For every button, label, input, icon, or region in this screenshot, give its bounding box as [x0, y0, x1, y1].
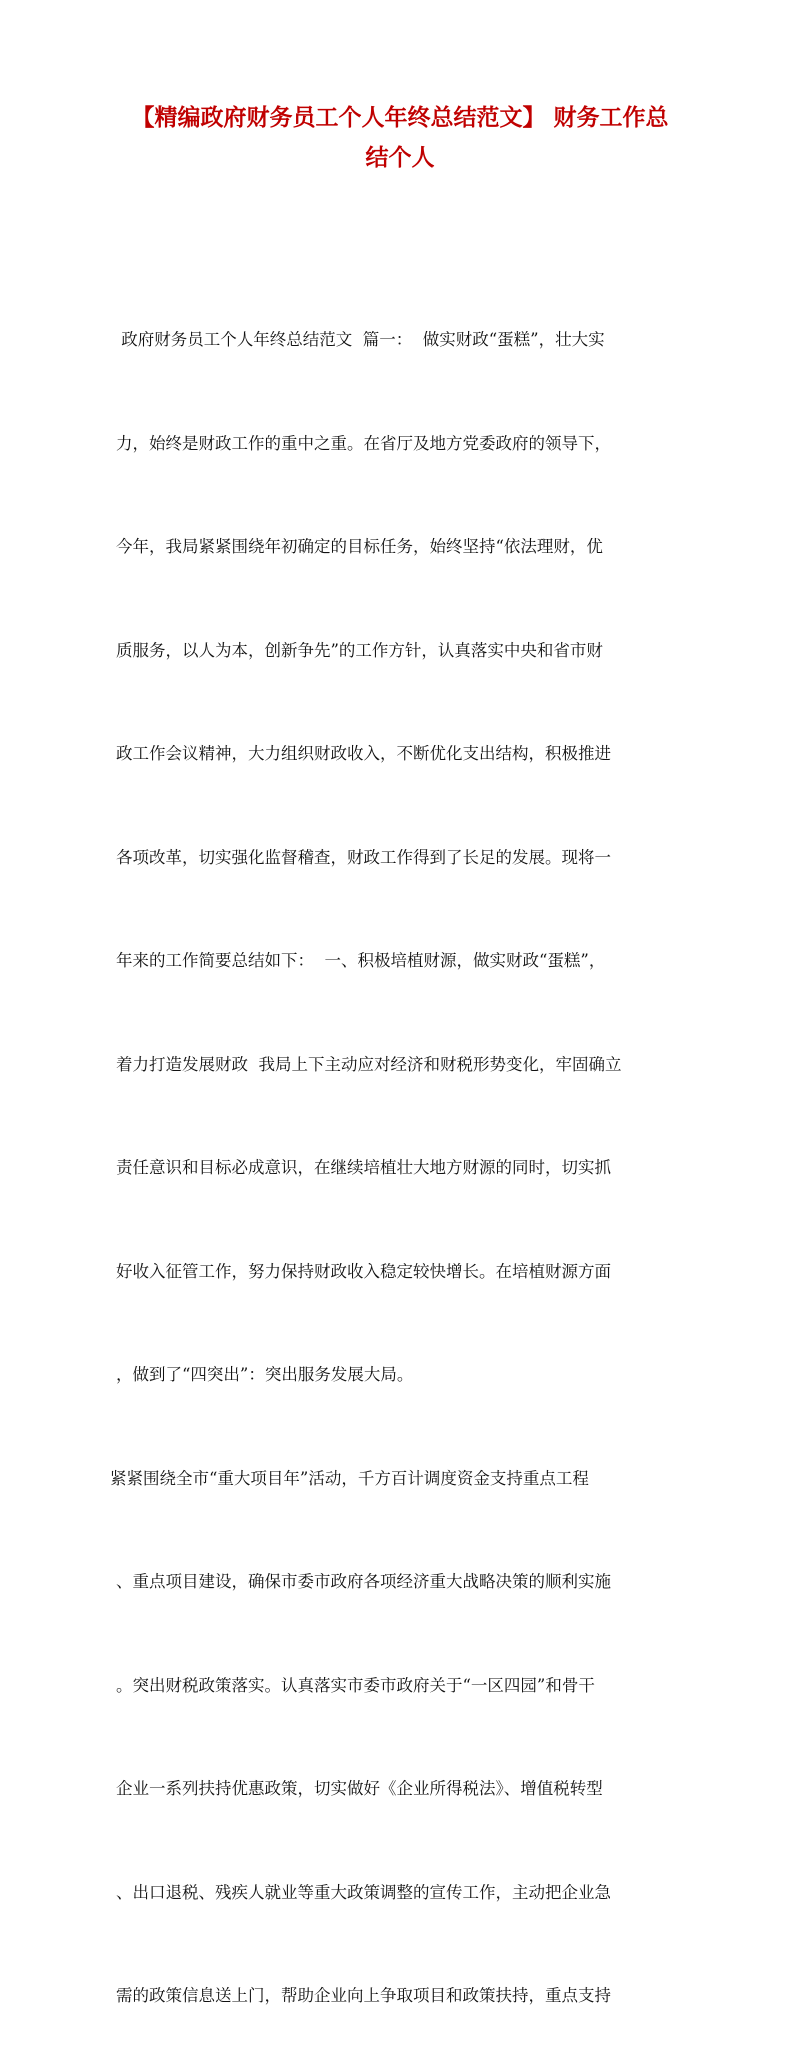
body-line-7: 年来的工作简要总结如下： 一、积极培植财源，做实财政“蛋糕”， [116, 951, 606, 970]
document-body [110, 254, 696, 2070]
body-line-4: 质服务，以人为本，创新争先”的工作方针，认真落实中央和省市财 [116, 640, 603, 660]
body-line-3: 今年，我局紧紧围绕年初确定的目标任务，始终坚持“依法理财，优 [116, 537, 603, 556]
body-line-8: 着力打造发展财政 我局上下主动应对经济和财税形势变化，牢固确立 [116, 1054, 622, 1074]
body-line-12: 紧紧围绕全市“重大项目年”活动，千方百计调度资金支持重点工程 [110, 1468, 589, 1488]
title-line-2: 结个人 [365, 144, 435, 171]
body-line-13: 、重点项目建设，确保市委市政府各项经济重大战略决策的顺利实施 [116, 1572, 611, 1591]
body-line-10: 好收入征管工作，努力保持财政收入稳定较快增长。在培植财源方面 [116, 1261, 611, 1281]
body-line-1: 政府财务员工个人年终总结范文 篇一： 做实财政“蛋糕”，壮大实 [116, 330, 605, 349]
body-line-16: 、出口退税、残疾人就业等重大政策调整的宣传工作，主动把企业急 [116, 1882, 611, 1902]
body-line-17: 需的政策信息送上门，帮助企业向上争取项目和政策扶持，重点支持 [116, 1986, 611, 2005]
body-line-15: 企业一系列扶持优惠政策，切实做好《企业所得税法》、增值税转型 [116, 1779, 603, 1798]
body-line-6: 各项改革，切实强化监督稽查，财政工作得到了长足的发展。现将一 [116, 847, 611, 867]
body-line-14: 。突出财税政策落实。认真落实市委市政府关于“一区四园”和骨干 [116, 1675, 595, 1695]
body-line-9: 责任意识和目标必成意识，在继续培植壮大地方财源的同时，切实抓 [116, 1158, 611, 1177]
document-title [110, 98, 690, 178]
body-line-5: 政工作会议精神，大力组织财政收入，不断优化支出结构，积极推进 [116, 744, 611, 763]
body-line-11: ，做到了“四突出”：突出服务发展大局。 [116, 1365, 414, 1384]
title-line-1: 【精编政府财务员工个人年终总结范文】 财务工作总 [131, 104, 669, 131]
body-line-2: 力，始终是财政工作的重中之重。在省厅及地方党委政府的领导下， [116, 433, 611, 453]
